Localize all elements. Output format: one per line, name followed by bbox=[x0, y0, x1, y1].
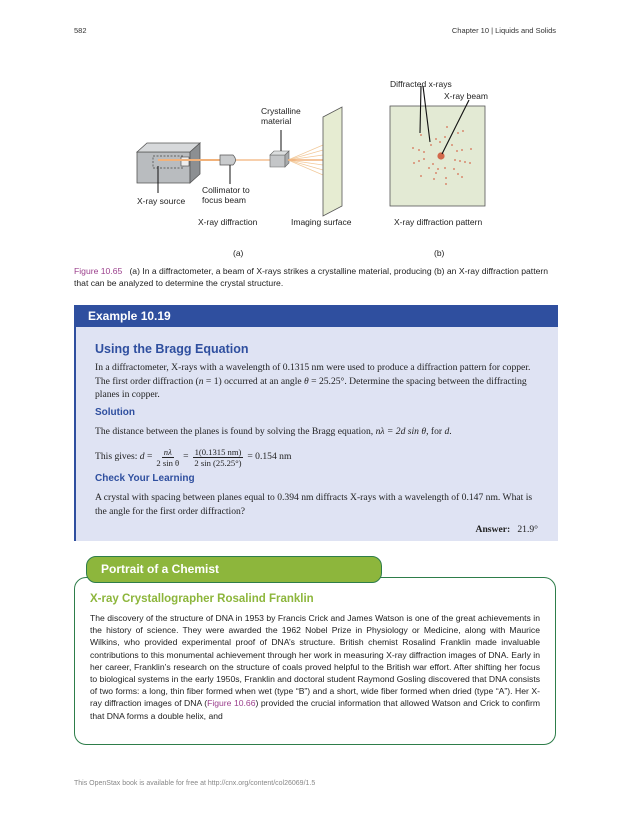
check-text: A crystal with spacing between planes equal to 0.394 nm diffracts X-rays with a wavelength of 0.147 nm. What is the angle for the first order diffraction? bbox=[95, 492, 533, 517]
chapter-title: Chapter 10 | Liquids and Solids bbox=[451, 26, 556, 35]
bragg-equation: This gives: d = $\frac{n\lambda}{\text{2 sin θ}}$ = $\frac{1(0.1315 nm)}{2 \sin (25.25^\circ)}$ = 0.154 nm bbox=[95, 446, 292, 468]
label-diffracted-xrays: Diffracted x-rays bbox=[390, 79, 452, 89]
page-number: 582 bbox=[74, 26, 87, 35]
crystal-icon bbox=[270, 151, 289, 167]
figure-10-65 bbox=[0, 0, 630, 260]
label-xray-beam: X-ray beam bbox=[444, 91, 488, 101]
figure-10-66-link[interactable]: Figure 10.66 bbox=[207, 698, 256, 709]
example-header: Example 10.19 bbox=[74, 305, 558, 327]
example-problem: In a diffractometer, X-rays with a wavelength of 0.1315 nm were used to produce a diffraction pattern for copper. The first order diffraction (n = 1) occurred at an angle θ = 25.25°. Determine the spacing between the diffracting planes in copper. bbox=[95, 362, 531, 401]
panel-label-a: (a) bbox=[233, 248, 244, 258]
check-heading: Check Your Learning bbox=[95, 473, 195, 484]
answer: Answer: 21.9° bbox=[475, 524, 538, 535]
label-collimator: Collimator to focus beam bbox=[202, 185, 250, 205]
label-imaging-surface: Imaging surface bbox=[291, 217, 352, 227]
label-crystalline: Crystalline material bbox=[261, 106, 301, 126]
figure-caption: Figure 10.65 (a) In a diffractometer, a beam of X-rays strikes a crystalline material, producing (b) an X-ray diffraction pattern that can be analyzed to determine the crystal structure. bbox=[74, 266, 549, 288]
fraction-2: $\frac{1(0.1315 nm)}{2 \sin (25.25^\circ)}$ bbox=[194, 446, 242, 468]
portrait-tab: Portrait of a Chemist bbox=[86, 556, 382, 583]
footer-note: This OpenStax book is available for free at http://cnx.org/content/col26069/1.5 bbox=[74, 780, 316, 787]
label-diffraction-pattern: X-ray diffraction pattern bbox=[394, 217, 483, 227]
portrait-title: X-ray Crystallographer Rosalind Franklin bbox=[90, 593, 314, 605]
xray-source-icon bbox=[137, 143, 200, 183]
fraction-1: $\frac{n\lambda}{\text{2 sin θ}}$ bbox=[156, 446, 180, 468]
panel-label-b: (b) bbox=[434, 248, 445, 258]
solution-text: The distance between the planes is found by solving the Bragg equation, nλ = 2d sin θ, for d. bbox=[95, 426, 452, 437]
example-title: Using the Bragg Equation bbox=[95, 342, 249, 356]
figure-ref: Figure 10.65 bbox=[74, 266, 123, 276]
imaging-surface-icon bbox=[323, 107, 342, 216]
collimator-icon bbox=[220, 155, 236, 165]
label-xray-diffraction: X-ray diffraction bbox=[198, 217, 258, 227]
label-xray-source: X-ray source bbox=[137, 196, 186, 206]
portrait-body: The discovery of the structure of DNA in 1953 by Francis Crick and James Watson is one of the great achievements in the history of science. They were awarded the 1962 Nobel Prize in Physiology or Medicine, along with Maurice Wilkins, who provided experimental proof of DNA’s structure. British chemist Rosalind Franklin made invaluable contributions to this monumental achievement through her work in measuring X-ray diffraction images of DNA. Early in her career, Franklin’s research on the structure of coals proved helpful to the British war effort. After shifting her focus to biological systems in the early 1950s, Franklin and doctoral student Raymond Gosling discovered that DNA consists of two forms: a long, thin fiber formed when wet (type “B”) and a short, wide fiber formed when dried (type “A”). Her X-ray diffraction images of DNA (Figure 10.66) provided the crucial information that allowed Watson and Crick to confirm that DNA forms a double helix, and bbox=[90, 613, 540, 721]
solution-heading: Solution bbox=[95, 407, 135, 418]
